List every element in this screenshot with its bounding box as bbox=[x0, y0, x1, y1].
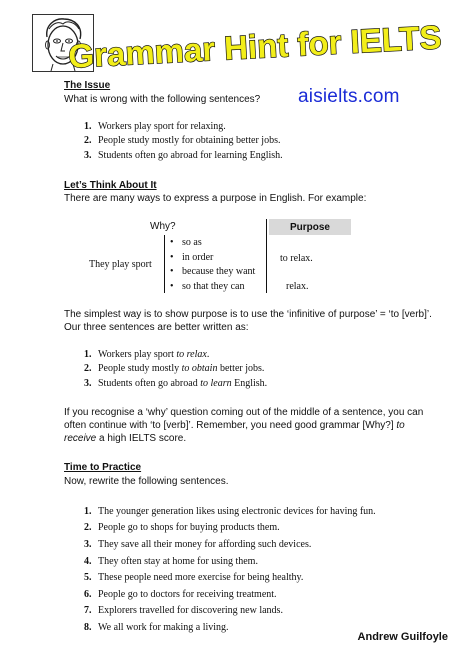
think-heading: Let’s Think About It bbox=[64, 180, 157, 191]
list-item: 1. The younger generation likes using electronic devices for having fun. bbox=[84, 505, 376, 517]
why-label: Why? bbox=[150, 221, 176, 232]
list-item: 3. Students often go abroad to learn English. bbox=[84, 377, 268, 389]
table-divider-right bbox=[266, 219, 267, 293]
purpose-value-1: to relax. bbox=[280, 253, 313, 264]
table-divider-left bbox=[164, 235, 165, 293]
list-item: 2. People study mostly for obtaining better jobs. bbox=[84, 135, 281, 147]
list-item: 6. People go to doctors for receiving treatment. bbox=[84, 588, 277, 600]
recognise-line-2: often continue with ‘to [verb]’. Remember, you need good grammar [Why?] to bbox=[64, 420, 405, 431]
list-item: 2. People study mostly to obtain better jobs. bbox=[84, 363, 265, 375]
list-item: 8. We all work for making a living. bbox=[84, 621, 229, 633]
connector-item: • in order bbox=[182, 252, 213, 263]
recognise-line-1: If you recognise a ‘why’ question coming out of the middle of a sentence, you can bbox=[64, 407, 424, 418]
author-name: Andrew Guilfoyle bbox=[357, 631, 448, 643]
page-title-text: Grammar Hint for IELTS bbox=[67, 18, 443, 75]
practice-heading: Time to Practice bbox=[64, 462, 142, 473]
think-intro: There are many ways to express a purpose in English. For example: bbox=[64, 193, 367, 204]
connector-item: • because they want bbox=[182, 266, 255, 277]
list-item: 1. Workers play sport to relax . bbox=[84, 348, 210, 360]
simplest-line-2: Our three sentences are better written as: bbox=[64, 322, 249, 333]
purpose-value-2: relax. bbox=[286, 281, 309, 292]
page-title bbox=[67, 8, 443, 78]
issue-sentence-list bbox=[84, 119, 283, 163]
connector-item: • so as bbox=[182, 237, 202, 248]
site-name: aisielts.com bbox=[298, 86, 400, 107]
connector-item: • so that they can bbox=[182, 281, 244, 292]
list-item: 1. Workers play sport for relaxing. bbox=[84, 120, 226, 132]
simplest-line-1: The simplest way is to show purpose is to use the ‘infinitive of purpose’ = ‘to [verb]’. bbox=[64, 309, 432, 320]
list-item: 3. They save all their money for affording such devices. bbox=[84, 538, 312, 550]
recognise-line-3: receive a high IELTS score. bbox=[64, 433, 187, 444]
purpose-label: Purpose bbox=[269, 219, 351, 235]
corrected-sentence-list bbox=[84, 347, 267, 391]
list-item: 7. Explorers travelled for discovering new lands. bbox=[84, 605, 283, 617]
practice-sentence-list bbox=[84, 503, 376, 636]
practice-intro: Now, rewrite the following sentences. bbox=[64, 476, 229, 487]
list-item: 4. They often stay at home for using them. bbox=[84, 555, 258, 567]
list-item: 3. Students often go abroad for learning English. bbox=[84, 149, 283, 161]
issue-intro: What is wrong with the following sentences? bbox=[64, 94, 261, 105]
list-item: 2. People go to shops for buying products them. bbox=[84, 522, 280, 534]
list-item: 5. These people need more exercise for being healthy. bbox=[84, 572, 304, 584]
issue-heading: The Issue bbox=[64, 80, 111, 91]
example-subject: They play sport bbox=[89, 259, 152, 270]
